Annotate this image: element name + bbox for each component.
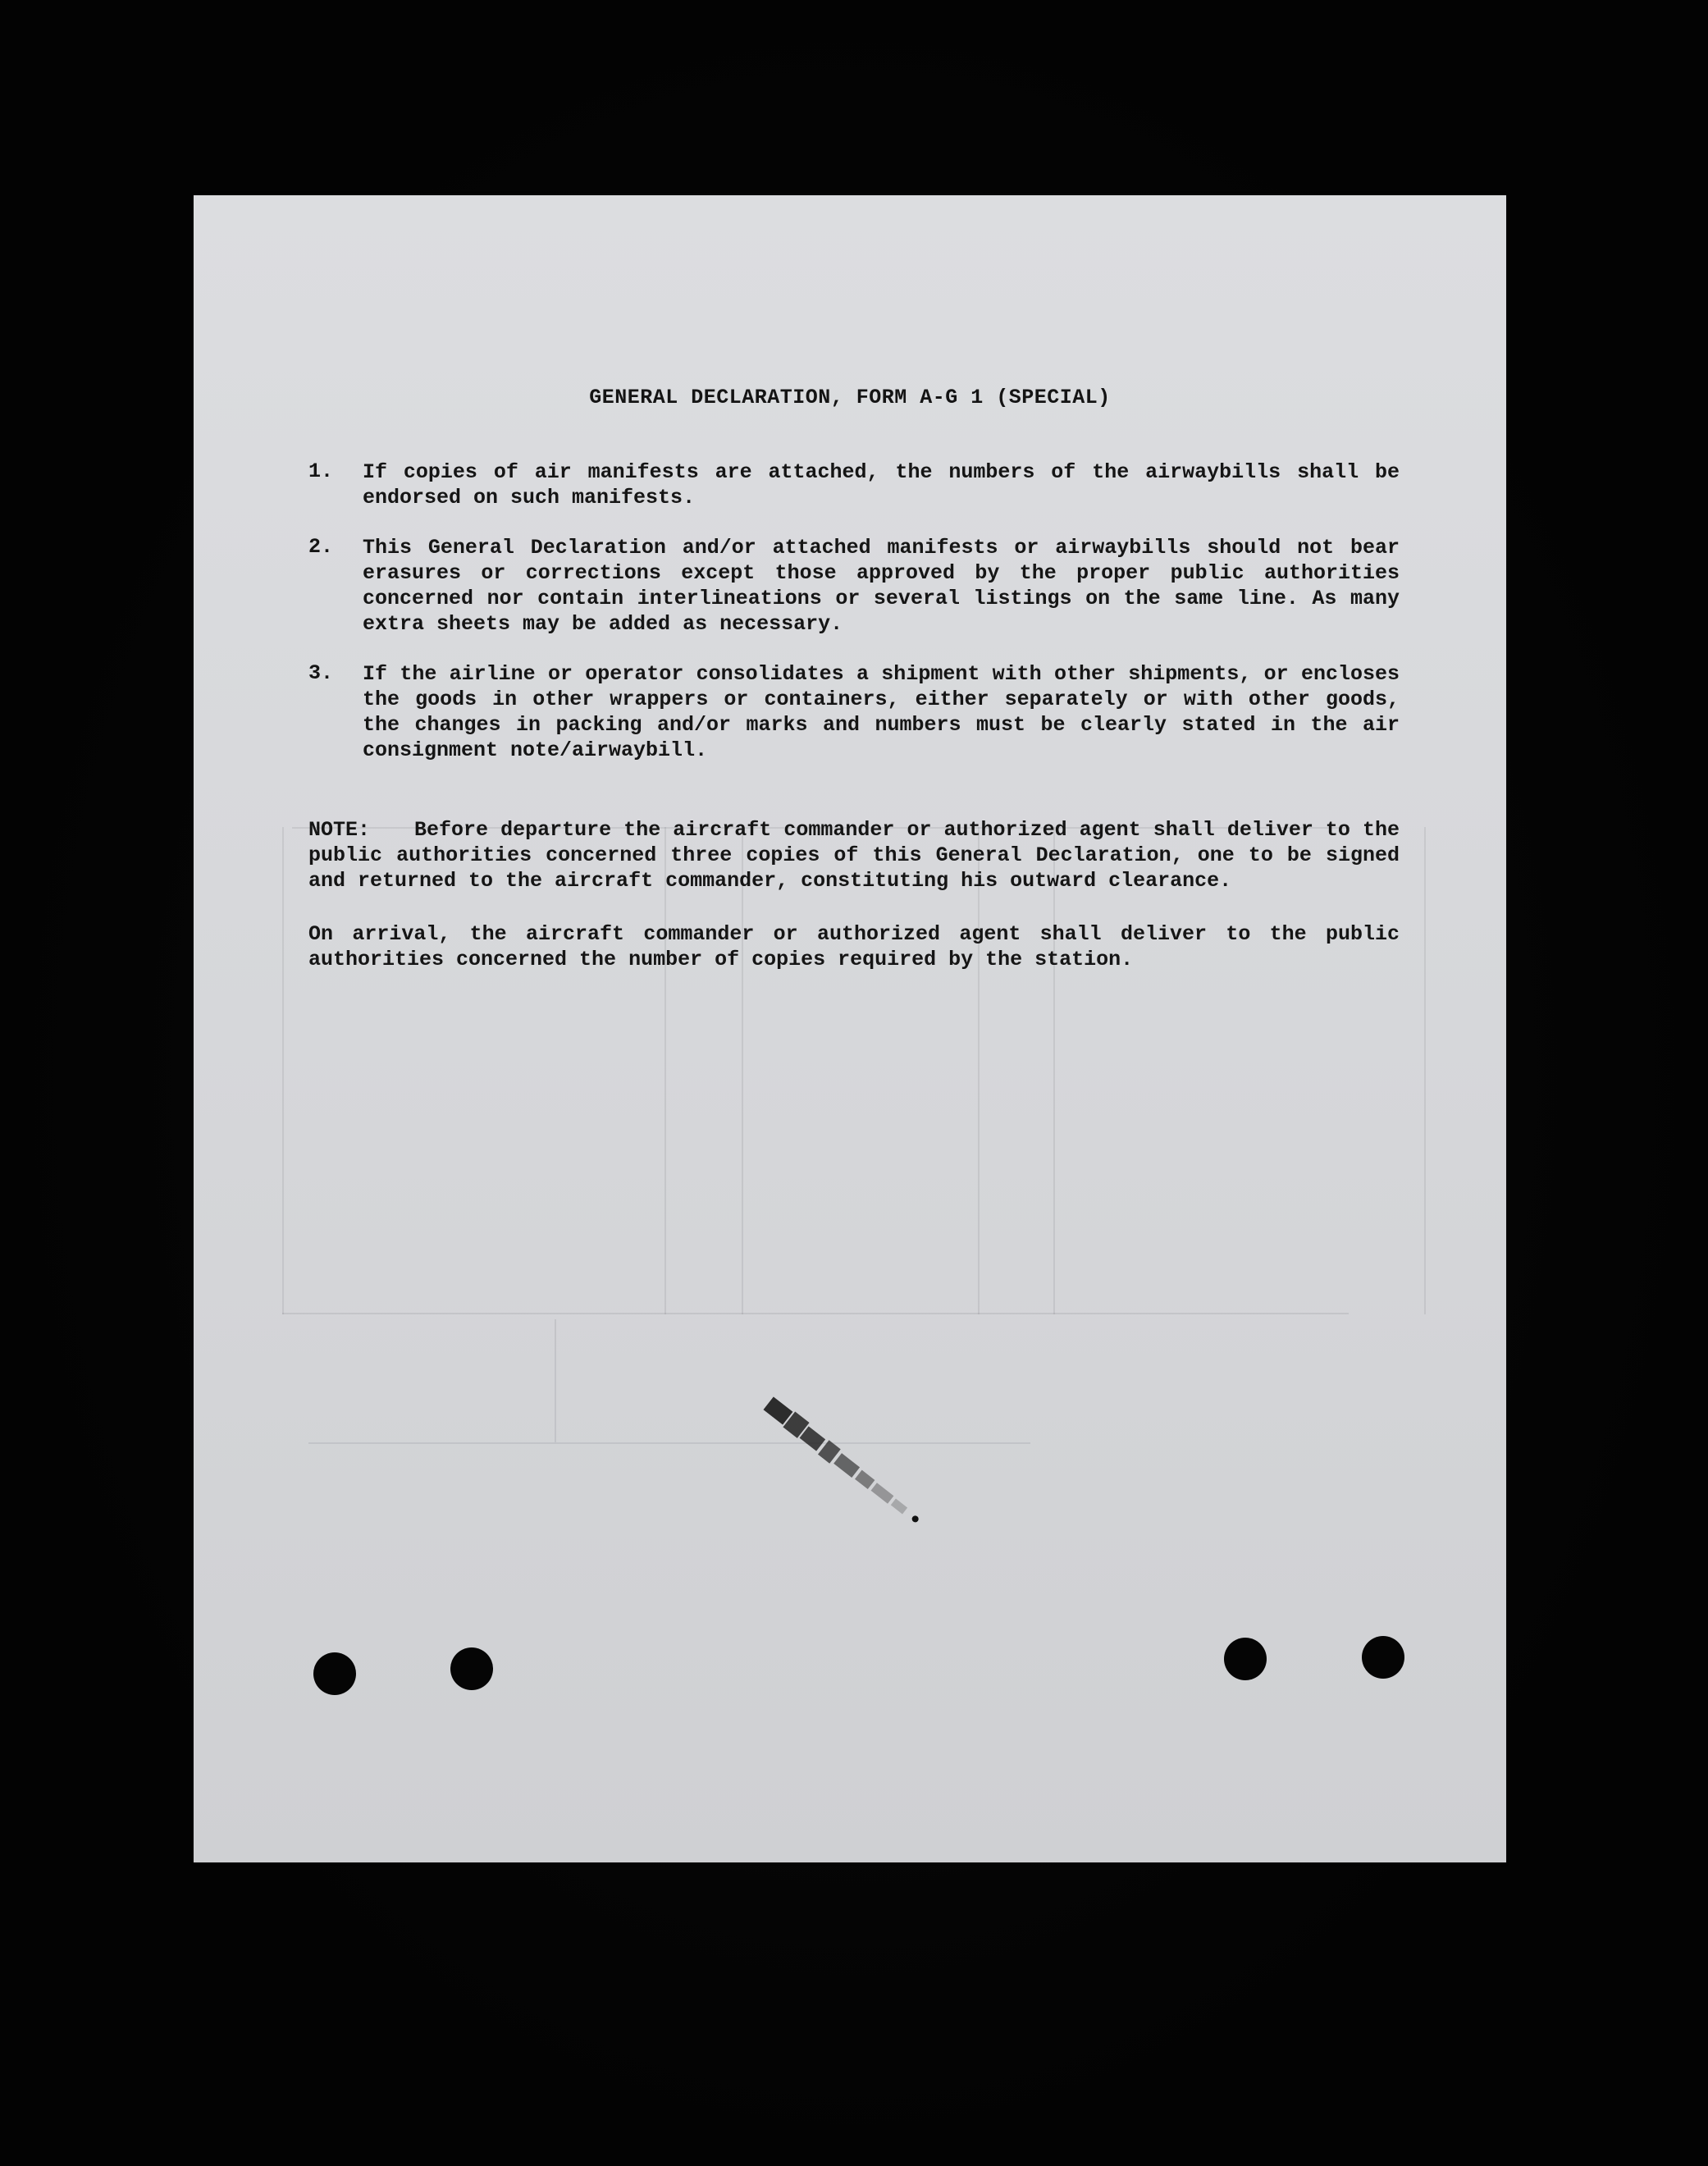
ink-stamp-mark [760, 1393, 932, 1537]
punch-hole [313, 1652, 356, 1695]
note-label: NOTE: [308, 818, 371, 842]
instructions-list [308, 459, 1400, 788]
punch-hole [450, 1647, 493, 1690]
note-paragraph [308, 817, 1400, 893]
item-text: If copies of air manifests are attached, the numbers of the airwaybills shall be endorsed on such manifests. [363, 460, 1400, 510]
note-text: Before departure the aircraft commander or authorized agent shall deliver to the public authorities concerned three copies of this General Declaration, one to be signed and returned to the aircraft commander, constituting his outward clearance. [308, 818, 1400, 893]
punch-hole [1224, 1638, 1267, 1680]
item-number: 2. [308, 535, 334, 559]
page-title: GENERAL DECLARATION, FORM A-G 1 (SPECIAL) [589, 386, 1111, 409]
punch-hole [1362, 1636, 1404, 1679]
arrival-paragraph: On arrival, the aircraft commander or authorized agent shall deliver to the public authorities concerned the number of copies required by the station. [308, 922, 1400, 971]
list-item [308, 535, 1400, 637]
list-item [308, 459, 1400, 510]
list-item [308, 661, 1400, 763]
item-text: If the airline or operator consolidates a shipment with other shipments, or encloses the goods in other wrappers or containers, either separately or with other goods, the changes in packing and/or marks and numbers must be clearly stated in the air consignment note/airwaybill. [363, 662, 1400, 762]
item-number: 3. [308, 661, 334, 685]
item-text: This General Declaration and/or attached manifests or airwaybills should not bear erasures or corrections except those approved by the proper public authorities concerned nor contain interlineations or several listings on the same line. As many extra sheets may be added as necessary. [363, 536, 1400, 636]
document-page [194, 195, 1506, 1862]
item-number: 1. [308, 459, 334, 483]
note-section [308, 817, 1400, 1000]
